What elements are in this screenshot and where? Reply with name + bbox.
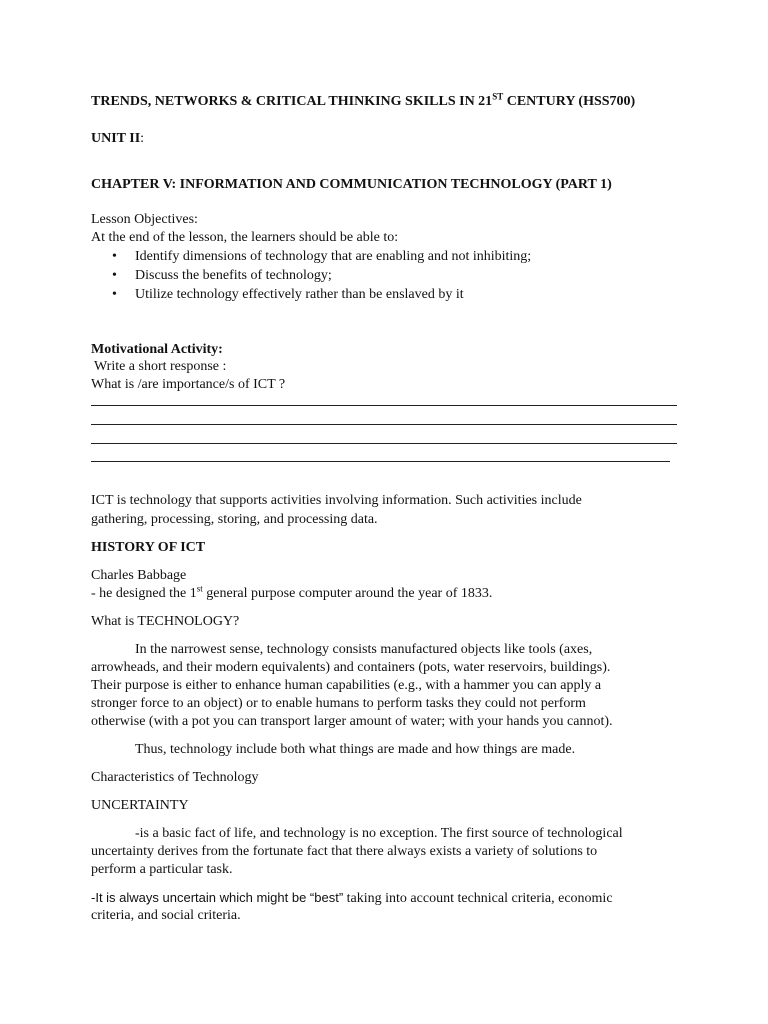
objective-item: • Discuss the benefits of technology;	[110, 267, 531, 286]
uncertainty-heading: UNCERTAINTY	[91, 798, 189, 813]
motivational-heading: Motivational Activity:	[91, 342, 223, 357]
technology-paragraph-line: Their purpose is either to enhance human capabilities (e.g., with a hammer you can apply a	[91, 678, 602, 693]
objectives-list	[110, 248, 531, 305]
uncertainty-line: perform a particular task.	[91, 862, 233, 877]
history-heading: HISTORY OF ICT	[91, 540, 206, 555]
technology-paragraph-line: stronger force to an object) or to enable humans to perform tasks they could not perform	[91, 696, 586, 711]
answer-line	[91, 405, 677, 406]
objectives-intro: At the end of the lesson, the learners should be able to:	[91, 230, 399, 245]
characteristics-heading: Characteristics of Technology	[91, 770, 259, 785]
history-fact-superscript: st	[196, 583, 203, 594]
answer-line	[91, 461, 670, 462]
motivational-instruction: Write a short response :	[94, 359, 227, 374]
best-criteria-line: criteria, and social criteria.	[91, 908, 241, 923]
best-criteria-pre: -It is always uncertain which might be “best”	[91, 890, 344, 905]
answer-line	[91, 424, 677, 425]
course-title-tail: CENTURY (HSS700)	[503, 94, 636, 109]
uncertainty-line: uncertainty derives from the fortunate fact that there always exists a variety of solutions to	[91, 844, 598, 859]
objectives-heading: Lesson Objectives:	[91, 212, 198, 227]
history-fact-pre: - he designed the 1	[91, 586, 197, 601]
history-fact-post: general purpose computer around the year of 1833.	[202, 586, 493, 601]
objective-item: • Utilize technology effectively rather than be enslaved by it	[110, 286, 531, 305]
course-title-text: TRENDS, NETWORKS & CRITICAL THINKING SKILLS IN 21	[91, 94, 493, 109]
uncertainty-line: -is a basic fact of life, and technology is no exception. The first source of technological	[135, 826, 623, 841]
chapter-title: CHAPTER V: INFORMATION AND COMMUNICATION TECHNOLOGY (PART 1)	[91, 177, 612, 192]
course-title	[91, 93, 635, 111]
ict-intro-line: ICT is technology that supports activities involving information. Such activities include	[91, 493, 582, 508]
technology-paragraph-line: In the narrowest sense, technology consists manufactured objects like tools (axes,	[135, 642, 593, 657]
objective-item: • Identify dimensions of technology that are enabling and not inhibiting;	[110, 248, 531, 267]
answer-line	[91, 443, 677, 444]
unit-line	[91, 130, 144, 148]
unit-colon: :	[140, 131, 145, 146]
best-criteria-post: taking into account technical criteria, economic	[343, 891, 613, 906]
motivational-question: What is /are importance/s of ICT ?	[91, 377, 286, 392]
unit-label: UNIT II	[91, 131, 141, 146]
ict-intro-line: gathering, processing, storing, and processing data.	[91, 512, 378, 527]
history-name: Charles Babbage	[91, 568, 187, 583]
technology-summary: Thus, technology include both what things are made and how things are made.	[135, 742, 576, 757]
technology-paragraph-line: arrowheads, and their modern equivalents) and containers (pots, water reservoirs, buildings).	[91, 660, 611, 675]
history-fact	[91, 585, 492, 603]
course-title-superscript: ST	[492, 91, 504, 102]
technology-paragraph-line: otherwise (with a pot you can transport larger amount of water; with your hands you cannot).	[91, 714, 613, 729]
technology-question: What is TECHNOLOGY?	[91, 614, 240, 629]
best-criteria-line	[91, 889, 613, 908]
